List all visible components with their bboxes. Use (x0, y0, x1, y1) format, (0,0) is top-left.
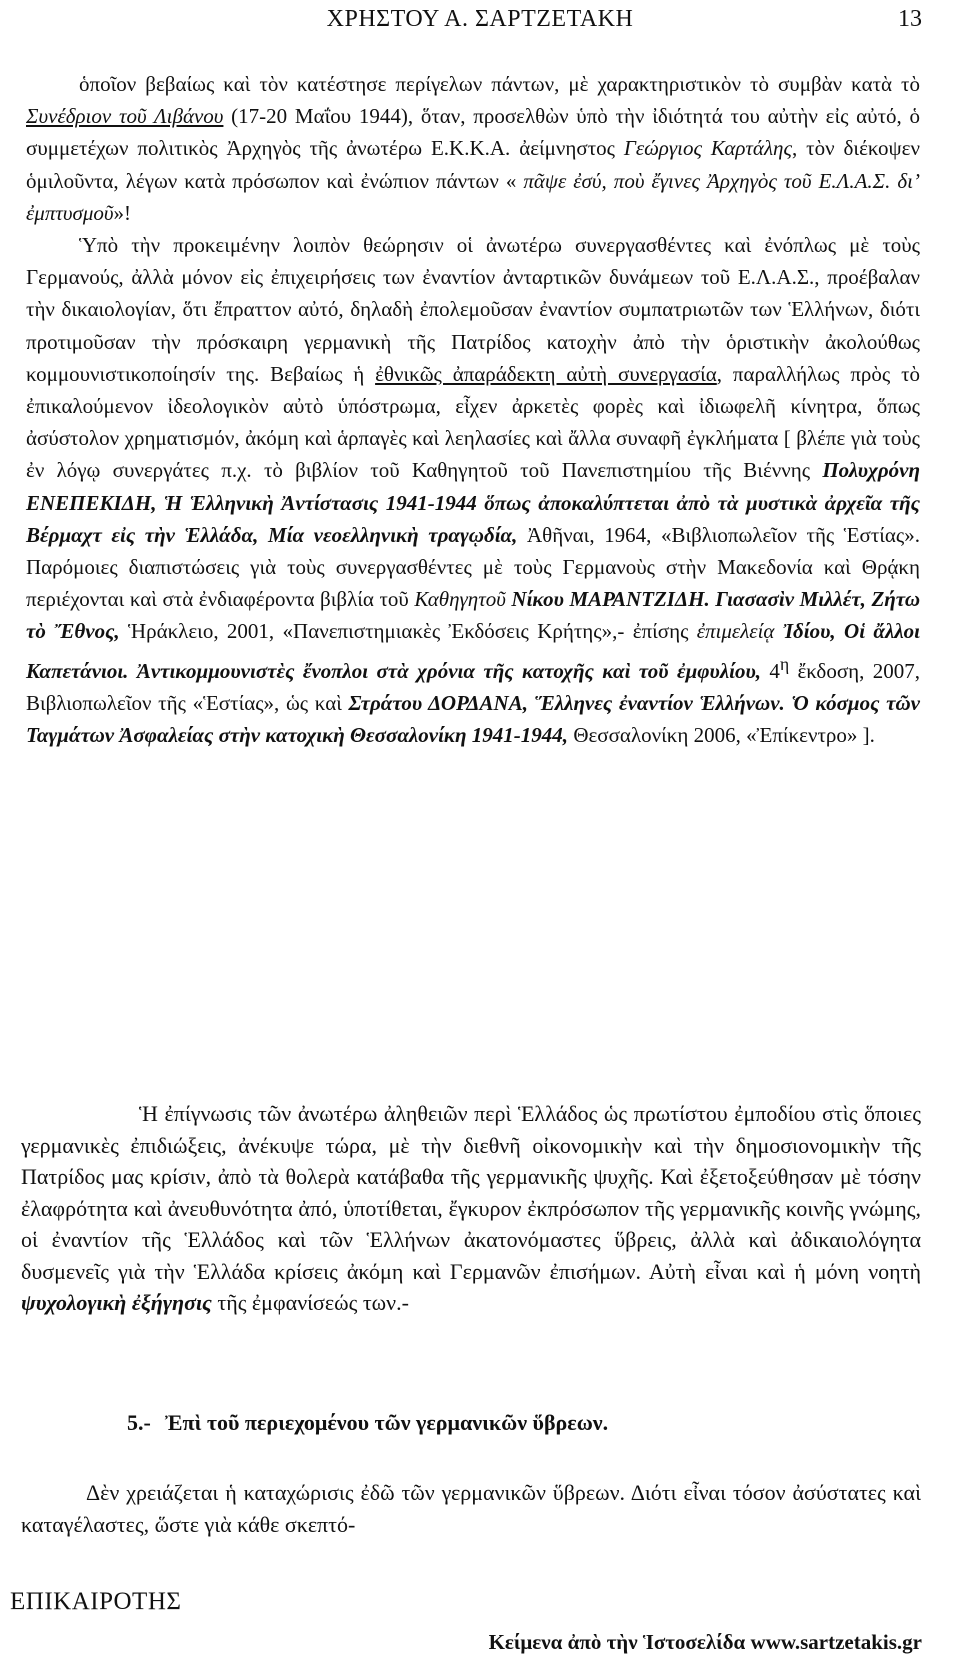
italic-name: Γεώργιος Καρτάλης (623, 136, 792, 161)
text-run: Ἡράκλειο, 2001, «Πανεπιστημιακὲς Ἐκδόσεις Κρήτης»,- ἐπίσης (119, 619, 697, 644)
paragraph: Δὲν χρειάζεται ἡ καταχώρισις ἐδῶ τῶν γερμανικῶν ὕβρεων. Διότι εἶναι τόσον ἀσύστατες καὶ καταγέλαστες, ὥστε γιὰ κάθε σκεπτό- (21, 1480, 921, 1537)
text-run: , παραλλήλως πρὸς τὸ ἐπικαλούμενον ἰδεολογικὸν αὐτὸ ὑπόστρωμα, εἶχεν ἀρκετὲς φορὲς καὶ ἰδιωφελῆ κίνητρα, ὅπως ἀσύστολον χρηματισμόν, ἀκόμη καὶ ἁρπαγὲς καὶ λεηλασίες καὶ ἄλλα συναφῆ ἐγκλήματα [ βλέπε γιὰ τοὺς ἐν λόγῳ συνεργάτες π.χ. τὸ βιβλίον τοῦ Καθηγητοῦ τοῦ Πανεπιστημίου τῆς Βιέννης (26, 361, 921, 483)
book-citation: Πολυχρόνη ΕΝΕΠΕΚΙΔΗ, Ἡ Ἑλληνικὴ Ἀντίστασις 1941-1944 ὅπως ἀποκαλύπτεται ἀπὸ τὰ μυστικὰ ἀρχεῖα τῆς Βέρμαχτ εἰς τὴν Ἑλλάδα, Μία νεοελληνικὴ τραγῳδία, (26, 458, 920, 547)
page-number: 13 (898, 6, 922, 32)
quote-paragraph (26, 68, 920, 229)
book-citation: Ἰδίου, Οἱ ἄλλοι Καπετάνιοι. Ἀντικομμουνιστὲς ἔνοπλοι στὰ χρόνια τῆς κατοχῆς καὶ τοῦ ἐμφυλίου, (26, 619, 921, 683)
text-run: , τὸν διέκοψεν ὁμιλοῦντα, λέγων κατὰ πρόσωπον καὶ ἐνώπιον πάντων « (26, 136, 920, 193)
italic-word: ἐπιμελείᾳ (696, 619, 775, 644)
book-citation: Στράτου ΔΟΡΔΑΝΑ, Ἕλληνες ἐναντίον Ἑλλήνων. Ὁ κόσμος τῶν Ταγμάτων Ἀσφαλείας στὴν κατοχικὴ Θεσσαλονίκη 1941-1944, (26, 690, 920, 748)
header-title: ΧΡΗΣΤΟΥ Α. ΣΑΡΤΖΕΤΑΚΗ (326, 6, 634, 32)
paragraph (21, 1098, 921, 1319)
text-run: Ἀθῆναι, 1964, «Βιβλιοπωλεῖον τῆς Ἑστίας». Παρόμοιες διαπιστώσεις γιὰ τοὺς συνεργασθέντες μὲ τοὺς Γερμανοὺς στὴν Μακεδονία καὶ Θρᾴκη περιέχονται καὶ στὰ ἐνδιαφέροντα βιβλία τοῦ (26, 522, 920, 612)
text-run: (17-20 Μαΐου 1944), ὅταν, προσελθὼν ὑπὸ τὴν ἰδιότητά του αὐτὴν εἰς αὐτό, ὁ συμμετέχων πολιτικὸς Ἀρχηγὸς τῆς ἀνωτέρω Ε.Κ.Κ.Α. ἀείμνηστος (26, 104, 920, 161)
text-run (774, 619, 782, 643)
superscript: η (779, 653, 790, 674)
text-run: Θεσσαλονίκη 2006, «Ἐπίκεντρο» ]. (568, 723, 875, 748)
text-run: ἔκδοση, 2007, Βιβλιοπωλεῖον τῆς «Ἑστίας», ὡς καὶ (26, 658, 921, 715)
section-title: Ἐπὶ τοῦ περιεχομένου τῶν γερμανικῶν ὕβρεων. (164, 1410, 609, 1435)
quoted-passage (26, 68, 920, 751)
text-run: ὁποῖον βεβαίως καὶ τὸν κατέστησε περίγελων πάντων, μὲ χαρακτηριστικὸν τὸ συμβὰν κατὰ τὸ (79, 72, 920, 96)
text-run: »! (113, 200, 132, 225)
footer-left-label: ΕΠΙΚΑΙΡΟΤΗΣ (10, 1588, 182, 1615)
italic-word: Καθηγητοῦ (414, 587, 506, 612)
quote-paragraph (26, 229, 920, 751)
section-number: 5.- (127, 1410, 151, 1435)
underlined-phrase: ἐθνικῶς ἀπαράδεκτη αὐτὴ συνεργασία (375, 361, 717, 386)
text-run: Ὑπὸ τὴν προκειμένην λοιπὸν θεώρησιν οἱ ἀνωτέρω συνεργασθέντες καὶ ἐνόπλως μὲ τοὺς Γερμανούς, ἀλλὰ μόνον εἰς ἐπιχειρήσεις των ἐναντίον ἀνταρτικῶν δυνάμεων τοῦ Ε.Λ.Α.Σ., προέβαλαν τὴν δικαιολογίαν, ὅτι ἔπραττον αὐτό, δηλαδὴ ἐπολεμοῦσαν ἐναντίον συμπατριωτῶν των Ἑλλήνων, διότι προτιμοῦσαν τὴν πρόσκαιρη γερμανικὴ τῆς Πατρίδος κατοχὴν ἀπὸ τὴν ὁριστικὴν ἀκολούθως κομμουνιστικοποίησίν της. Βεβαίως ἡ (26, 233, 920, 386)
text-run: 4 (761, 658, 780, 683)
footer-source: Κείμενα ἀπὸ τὴν Ἱστοσελίδα www.sartzetakis.gr (488, 1630, 922, 1654)
section-heading (127, 1410, 608, 1436)
closing-paragraph (21, 1477, 921, 1540)
emphasis-phrase: ψυχολογικὴ ἐξήγησις (21, 1290, 212, 1315)
main-paragraph (21, 1098, 921, 1319)
page-header (0, 2, 960, 36)
underlined-title: Συνέδριον τοῦ Λιβάνου (26, 104, 224, 129)
italic-quote: πᾶψε ἐσύ, ποὺ ἔγινες Ἀρχηγὸς τοῦ Ε.Λ.Α.Σ. δι’ ἐμπτυσμοῦ (26, 168, 920, 225)
text-run: τῆς ἐμφανίσεώς των.- (211, 1290, 409, 1315)
text-run: Ἡ ἐπίγνωσις τῶν ἀνωτέρω ἀληθειῶν περὶ Ἑλλάδος ὡς πρωτίστου ἐμποδίου στὶς ὅποιες γερμανικὲς ἐπιδιώξεις, ἀνέκυψε τώρα, μὲ τὴν διεθνῆ οἰκονομικὴν καὶ τὴν δημοσιονομικὴν τῆς Πατρίδος μας κρίσιν, ἀπὸ τὰ θολερὰ κατάβαθα τῆς γερμανικῆς ψυχῆς. Καὶ ἐξετοξεύθησαν μὲ τόσην ἐλαφρότητα καὶ ἀνευθυνότητα ἀπό, ὑποτίθεται, ἔγκυρον ἐκπρόσωπον τῆς γερμανικῆς κοινῆς γνώμης, οἱ ἐναντίον τῆς Ἑλλάδος καὶ τῶν Ἑλλήνων ἀκατονόμαστες ὕβρεις, ἀλλὰ καὶ ἀδικαιολόγητα δυσμενεῖς γιὰ τὴν Ἑλλάδα κρίσεις ἀκόμη καὶ Γερμανῶν ἐπισήμων. Αὐτὴ εἶναι καὶ ἡ μόνη νοητὴ (21, 1101, 921, 1284)
book-citation: Νίκου ΜΑΡΑΝΤΖΙΔΗ. Γιασασὶν Μιλλέτ, Ζήτω τὸ Ἔθνος, (26, 587, 921, 644)
